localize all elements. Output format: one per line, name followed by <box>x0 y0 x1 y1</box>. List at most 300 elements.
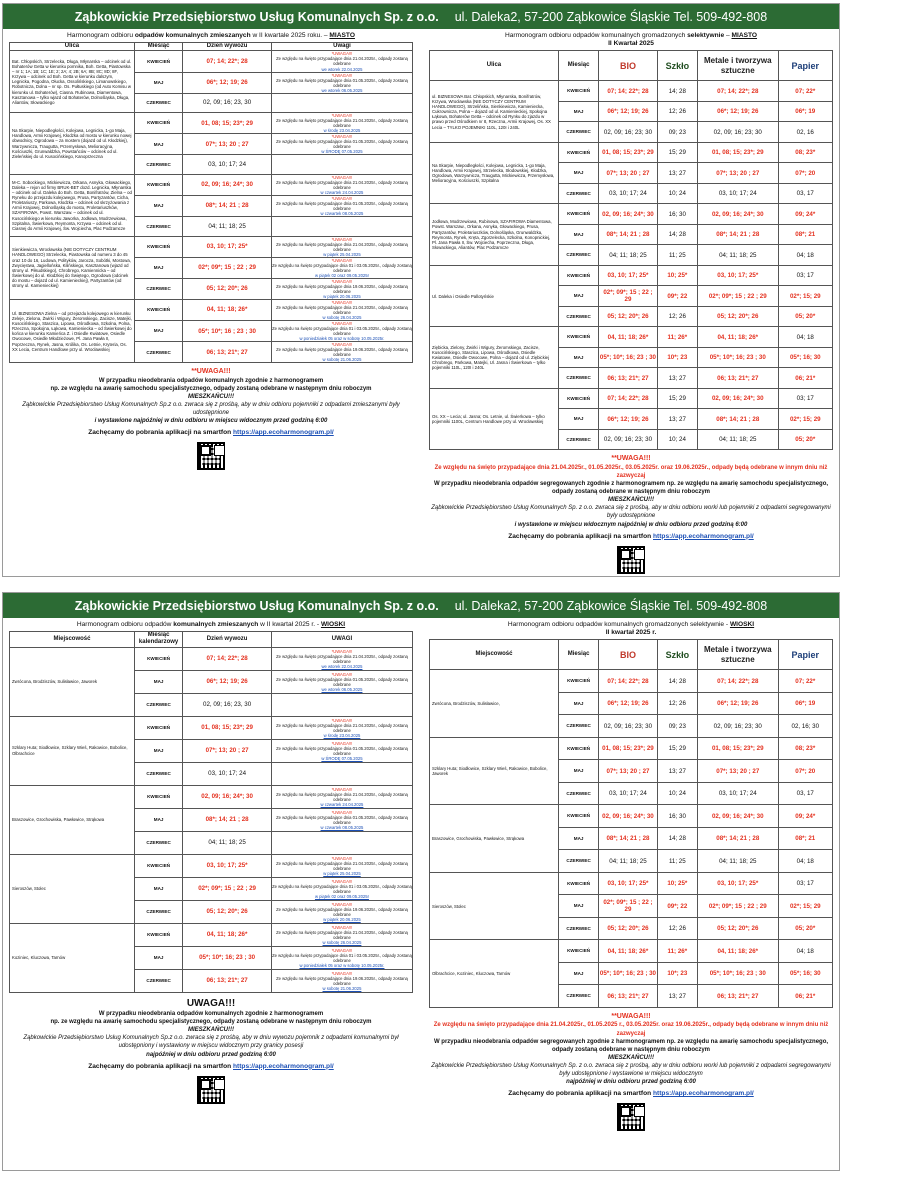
days-cell-mt: 04; 11; 18; 25 <box>697 245 778 266</box>
note-warning: *UWAGA!!! <box>331 300 353 306</box>
days-cell-p: 02*; 15; 29 <box>778 286 832 307</box>
panel-title <box>429 621 833 637</box>
note-cell <box>271 693 412 716</box>
days-cell-mt: 02*; 09*; 15 ; 22 ; 29 <box>697 286 778 307</box>
app-link[interactable]: https://app.ecoharmonogram.pl/ <box>653 1090 754 1098</box>
days-cell-g: 10; 24 <box>657 183 697 204</box>
note-body: Ze względu na święto przypadające <box>272 952 339 958</box>
street-list: Zwrócona, Brodziszów, Sulisławice, Jaworek <box>10 647 135 716</box>
days-cell-p: 02, 16; 30 <box>778 715 832 738</box>
days-cell-g: 11; 25 <box>657 850 697 873</box>
days-cell: 03, 10; 17; 25* <box>183 236 272 257</box>
table-row <box>10 647 413 670</box>
note-date: dnia 01 i 03.05.2025r., <box>339 326 382 332</box>
days-cell-g: 12; 26 <box>657 306 697 327</box>
note-text <box>272 976 412 986</box>
notice-line: Ze względu na święto przypadające dnia 21.04.2025r., 01.05.2025r., 03.05.2025r. oraz 19.06.2025r., odpady będą odebrane w innym dniu niż zazwyczaj <box>434 464 828 479</box>
month-cell: KWIECIEŃ <box>558 204 598 225</box>
days-cell-g: 16; 30 <box>657 204 697 225</box>
column-header-street: Ulica <box>430 51 559 81</box>
days-cell: 06; 13; 21*; 27 <box>183 969 272 992</box>
days-cell: 02*; 09*; 15 ; 22 ; 29 <box>183 257 272 278</box>
days-cell-mt: 07; 14; 22*; 28 <box>697 81 778 102</box>
days-cell-mt: 02, 09; 16; 24*; 30 <box>697 204 778 225</box>
company-banner <box>3 593 839 618</box>
street-list: Olbrachcice, Koziniec, Kluczowa, Tarnów <box>430 940 559 1008</box>
street-list: M-C. Sobockiego, Mickiewicza, Orkana, Asnyka, Głowackiego, Daleka – rejon od firmy BRUK-BET dozd. Legnicka, Młynarska – odcinek od ul. Daleka do Boh. Getta, Bonifratrów, Zielna – od Ryneku do przejazdu kolejowego, Prusa, Partyzantów, Cicha, Proletariuszy, Parkowa, Kłodzka – odcinek od skrzyżowania z Armii Krajowej, Dolnośląską do mostu, Proletariuszków, SZAFIROWA, Powst. Warszaw. – odcinek od ul. Kusocińskiego w kierunku Jaworka, Jodłowa, Modrzewiowa, Szpitalna, Świerkowa, Reymonta, Krzywa – odcinek od ul. Ciasnej do Armii Krajowej, Św. Wojciecha, Plac Podzamcze <box>10 174 135 236</box>
note-cell <box>271 969 412 992</box>
app-link[interactable]: https://app.ecoharmonogram.pl/ <box>233 1062 334 1070</box>
qr-code-icon[interactable] <box>197 442 225 470</box>
note-date: dnia 01.05.2025r., <box>343 676 378 682</box>
company-address: ul. Daleka2, 57-200 Ząbkowice Śląskie Tel. 509-492-808 <box>454 9 768 24</box>
days-cell-mt: 01, 08; 15; 23*; 29 <box>697 142 778 163</box>
title-quarter: II Kwartał 2025 <box>608 40 654 48</box>
street-list: Jodłowa, Modrzewiowa, Rubinowa, SZAFIROWA Diamentowa, Powst. Warszaw., Orkana, Asnyka, Głowackiego, Prusa, Partyzantów, Proletariuszków, Dolnośląska, Grunwaldzka, Reymonta, Rynek, Kręta, Zgorzelecka, Szkolna, Konopnickiej, Pl. Jana Pawła II, Św. Wojciecha, Poprzeczna, Długa, Słowackiego, Aliantów, Plac Podzamcze <box>430 204 559 266</box>
note-body: Ze względu na święto przypadające <box>276 906 343 912</box>
note-cell <box>271 155 412 175</box>
note-text <box>272 746 412 756</box>
days-cell-b: 03, 10; 17; 24 <box>599 782 657 805</box>
days-cell-p: 03; 17 <box>778 388 832 409</box>
table-row <box>10 854 413 877</box>
days-cell-g: 12; 26 <box>657 692 697 715</box>
request-text: Ząbkowickie Przedsiębiorstwo Usług Komunalnych Sp.z o.o. zwraca się z prośbą, aby w dniu odbioru pojemniki z odpadami zmieszanymi były udostępnione <box>22 402 400 417</box>
footer-notice <box>429 1012 833 1131</box>
street-list: Sieroszów, Stolec <box>430 872 559 940</box>
note-warning: *UWAGA!!! <box>331 257 353 263</box>
month-cell: CZERWIEC <box>134 278 182 299</box>
month-cell: KWIECIEŃ <box>558 737 598 760</box>
days-cell-p: 08*; 21 <box>778 224 832 245</box>
note-text <box>272 263 412 273</box>
note-body: Ze względu na święto przypadające <box>276 305 343 311</box>
note-warning: *UWAGA!!! <box>331 740 353 746</box>
days-cell-p: 04; 18 <box>778 245 832 266</box>
days-cell-g: 09; 23 <box>657 715 697 738</box>
panel-title <box>429 32 833 48</box>
note-date: dnia 01.05.2025r., <box>343 139 378 145</box>
note-date: dnia 01 i 03.05.2025r., <box>339 952 382 958</box>
table-row <box>430 327 833 348</box>
title-prefix: Harmonogram odbioru odpadów <box>76 621 174 628</box>
note-warning: *UWAGA!!! <box>331 924 353 930</box>
note-body: Ze względu na święto przypadające <box>276 77 343 83</box>
days-cell-mt: 06*; 12; 19; 26 <box>697 101 778 122</box>
note-body: Ze względu na święto przypadające <box>276 347 343 353</box>
panel-city-mixed <box>9 29 413 574</box>
month-cell: KWIECIEŃ <box>134 236 182 257</box>
note-new-date: w czwartek 08.05.2025 <box>320 824 364 830</box>
month-cell: CZERWIEC <box>134 831 182 854</box>
month-cell: CZERWIEC <box>558 715 598 738</box>
note-cell <box>271 134 412 155</box>
note-date: dnia 21.04.2025r., <box>343 722 378 728</box>
note-new-date: w piątek 02 oraz 09.05.2025r <box>314 272 369 278</box>
column-header-month: Miesiąc <box>134 43 182 51</box>
title-area: MIASTO <box>329 32 355 39</box>
note-warning: *UWAGA!!! <box>331 970 353 976</box>
days-cell-g: 10; 25* <box>657 265 697 286</box>
table-row <box>10 51 413 72</box>
note-new-date: w czwartek 08.05.2025 <box>320 211 364 217</box>
street-list: Sienkiewicza, Wrocławska (NIE DOTYCZY CENTRUM HANDLOWEGO) Strzelecka, Piastowska od numeru 3 do 45 oraz 10 do 16, Ludowa, Polityków, Jarocza, Sobótki, Mostowa, Zwycięstwa, Jagiellońska, Kilińskiego, Kasztanowa (wjazd od strony ul. Piłsudskiego), Chrobrego, Kamiennicka – od Świerkowej do ul. Kłodzkiej do Świętego, Ogrodowa (odcinek do mostu – dojazd od ul. Kamienieckiej), Partyzantów (od strony ul. Kamienieckiej) <box>10 236 135 299</box>
warning-heading: **UWAGA!!! <box>611 1012 651 1020</box>
days-cell-p: 02*; 15; 29 <box>778 409 832 430</box>
days-cell-p: 08; 23* <box>778 737 832 760</box>
days-cell-b: 07*; 13; 20 ; 27 <box>599 760 657 783</box>
note-warning: *UWAGA!!! <box>331 901 353 907</box>
days-cell-b: 06*; 12; 19; 26 <box>599 409 657 430</box>
street-list: Koziniec, Kluczowa, Tarnów <box>10 923 135 992</box>
days-cell-mt: 01, 08; 15; 23*; 29 <box>697 737 778 760</box>
days-cell-p: 02, 16 <box>778 122 832 143</box>
table-row <box>430 388 833 409</box>
column-header-street: Ulica <box>10 43 135 51</box>
street-list: Na Skarpie, Niepodległości, Kolejowa, Legnicka, 1-go Maja, Handlowa, Armii Krajowej, Kłodzka od mostu w kierunku nowej obwodnicy, Ogrodowa – za mostem (dojazd od ul. Kłodzkiej), Warzywnicza, Traugutta, Przemysłowa, Melioracyjna, Kościuszki, Grunwaldzka, Powstańców – odcinek od ul. Zieleńskiej do ul. Kusocińskiego, Kanoprzeczna <box>10 113 135 175</box>
note-cell <box>271 278 412 299</box>
app-promo <box>9 1063 413 1072</box>
note-text <box>272 792 412 802</box>
street-list: Na Skarpie, Niepodległości, Kolejowa, Legnicka, 1-go Maja, Handlowa, Armii Krajowej, Strzelecka, Słodowskiej, Kłodzka, Ogrodowa, Warzywnicza, Traugutta, Mickiewicza, Przemysłowa, Melioracyjna, Kościuszki, Szpitalna <box>430 142 559 204</box>
month-cell: CZERWIEC <box>134 155 182 175</box>
note-tail: odpady zostaną odebrane <box>333 676 408 687</box>
month-cell: KWIECIEŃ <box>134 716 182 739</box>
days-cell-g: 15; 29 <box>657 142 697 163</box>
note-tail: odpady zostaną odebrane <box>333 975 408 986</box>
footer-notice <box>429 454 833 573</box>
month-cell: CZERWIEC <box>558 306 598 327</box>
note-new-date: w środę 23.04.2025 <box>323 128 361 134</box>
schedule-table <box>9 42 413 363</box>
deadline-text: i wystawione najpóźniej w dniu odbioru w miejscu widocznym przed godziną 6:00 <box>94 418 328 425</box>
days-cell-p: 04; 18 <box>778 850 832 873</box>
month-cell: CZERWIEC <box>134 693 182 716</box>
note-date: dnia 01 i 03.05.2025r., <box>339 883 382 889</box>
days-cell-mt: 05; 12; 20*; 26 <box>697 306 778 327</box>
note-date: dnia 01 i 03.05.2025r., <box>339 262 382 268</box>
column-header-street: Miejscowość <box>10 632 135 647</box>
note-new-date: we wtorek 22.04.2025 <box>321 663 363 669</box>
note-warning: *UWAGA!!! <box>331 236 353 242</box>
days-cell-b: 02, 09; 16; 23; 30 <box>599 122 657 143</box>
table-row <box>430 265 833 286</box>
panel-title <box>9 32 413 40</box>
footer-notice <box>9 367 413 470</box>
notice-line: Ze względu na święto przypadające dnia 21.04.2025r., 01.05.2025 r., 03.05.2025r. oraz 19.06.2025r., odpady będą odebrane w innym dniu niż zazwyczaj <box>433 1022 829 1037</box>
column-header-glass: Szkło <box>657 640 697 670</box>
days-cell-g: 13; 27 <box>657 409 697 430</box>
column-header-days: Dzień wywozu <box>183 43 272 51</box>
month-cell: MAJ <box>134 670 182 693</box>
note-new-date: w piątek 25.04.2025 <box>323 870 361 876</box>
note-cell <box>271 217 412 237</box>
days-cell: 05; 12; 20*; 26 <box>183 900 272 923</box>
month-cell: MAJ <box>558 286 598 307</box>
note-cell <box>271 946 412 969</box>
table-row <box>10 113 413 134</box>
days-cell-b: 07*; 13; 20 ; 27 <box>599 163 657 184</box>
title-prefix: Harmonogram odbioru odpadów komunalnych gromadzonych <box>504 32 688 39</box>
month-cell: CZERWIEC <box>134 969 182 992</box>
street-list: ul. BIZNESOWA Bat. Chłopskich, Młynarska, Bonifratrów, Krzywa, Wrocławska (NIE DOTYCZY CENTRUM HANDLOWEGO), Strzelińska, Sienkiewicza, Kamieniecka, Cukrownicza, Polna – dojazd od ul. Kamienieckiej, Spokojna Łąkowa, Bohaterów Getta – odcinek od Rynku do zjazdu w prawo przed Ośrodkiem nr 8, Rzeczna, Armii Krajowej, Os. XX Lecia – TYLKO POJEMNIKI 110L, 120I i 240L <box>430 81 559 143</box>
days-cell-mt: 02, 09; 16; 24*; 30 <box>697 388 778 409</box>
title-suffix: – <box>724 32 732 39</box>
company-name: Ząbkowickie Przedsiębiorstwo Usług Komunalnych Sp. z o.o. <box>74 598 439 613</box>
street-list: Braszowice, Grochowiska, Pawłowice, Strąkowa <box>10 785 135 854</box>
table-row <box>430 737 833 760</box>
street-list: Bat. Chłopskich, Strzelecka, Długa, Młynarska – odcinek od ul. Bohaterów Getta w kierunku pomnika, Boh. Getta, Piastowska – nr 1; 1A; 1B; 1C; 1E; 2; 2A; 4; 2B; 6A; 8B; 8C; 8D; 8F, Krzywa – odcinek od Boh. Getta w kierunku dalszym, Legnicka, Pogodna, Ołucka, Ossolińskiego, Limanowskiego, Robotnicza, Dolna – nr sp. Os. Pułtuskiego (od Auto Komisu w kierunku ul. Bohaterów), Ciasna. Rubinowa, Diamentowa, Kasztanowa – tylko wjazd od Bohaterów, Dolnośląska, Długa, Aliantów, Słowackiego <box>10 51 135 113</box>
note-date: dnia 21.04.2025r., <box>343 929 378 935</box>
days-cell-g: 14; 28 <box>657 827 697 850</box>
note-cell <box>271 196 412 217</box>
warning-heading: **UWAGA!!! <box>611 455 651 463</box>
month-cell: MAJ <box>134 877 182 900</box>
note-cell <box>271 321 412 342</box>
column-header-bio: BIO <box>599 51 657 81</box>
month-cell: KWIECIEŃ <box>558 142 598 163</box>
note-warning: *UWAGA!!! <box>331 134 353 140</box>
warning-heading: UWAGA!!! <box>186 997 236 1009</box>
days-cell-b: 04, 11; 18; 26* <box>599 327 657 348</box>
month-cell: KWIECIEŃ <box>134 300 182 321</box>
column-header-month: Miesiąc <box>558 640 598 670</box>
month-cell: MAJ <box>134 739 182 762</box>
days-cell-g: 14; 28 <box>657 81 697 102</box>
note-body: Ze względu na święto przypadające <box>276 118 343 124</box>
days-cell-b: 05; 12; 20*; 26 <box>599 306 657 327</box>
note-tail: odpady zostaną odebrane <box>333 906 408 917</box>
days-cell-mt: 02, 09; 16; 23; 30 <box>697 715 778 738</box>
note-tail: odpady zostaną odebrane <box>333 653 408 664</box>
month-cell: MAJ <box>558 101 598 122</box>
note-date: dnia 19.06.2025r., <box>343 347 378 353</box>
month-cell: CZERWIEC <box>134 762 182 785</box>
days-cell: 02, 09; 16; 23, 30 <box>183 93 272 113</box>
days-cell-b: 01, 08; 15; 23*; 29 <box>599 142 657 163</box>
note-body: Ze względu na święto przypadające <box>276 722 343 728</box>
month-cell: KWIECIEŃ <box>558 81 598 102</box>
column-header-month: Miesiąc kalendarzowy <box>134 632 182 647</box>
qr-code-icon[interactable] <box>617 546 645 574</box>
note-text <box>272 305 412 315</box>
days-cell-b: 05*; 10*; 16; 23 ; 30 <box>599 347 657 368</box>
month-cell: MAJ <box>558 692 598 715</box>
month-cell: KWIECIEŃ <box>558 940 598 963</box>
note-new-date: w poniedziałek 05 oraz w sobotę 10.05.2025r. <box>299 336 385 342</box>
street-list: Braszowice, Grochowiska, Pawłowice, Strąkowa <box>430 805 559 873</box>
note-cell <box>271 808 412 831</box>
title-bold: selektywnie <box>687 32 725 39</box>
days-cell-g: 10; 24 <box>657 429 697 450</box>
days-cell: 06*; 12; 19; 26 <box>183 670 272 693</box>
schedule-table <box>429 50 833 450</box>
deadline-text: najpóźniej w dniu odbioru przed godziną 6:00 <box>566 1079 696 1086</box>
app-promo <box>429 1090 833 1099</box>
sheet-villages <box>2 592 840 1171</box>
app-link[interactable]: https://app.ecoharmonogram.pl/ <box>233 429 334 437</box>
note-new-date: w piątek 20.06.2025 <box>323 916 361 922</box>
month-cell: CZERWIEC <box>558 368 598 389</box>
days-cell-g: 13; 27 <box>657 163 697 184</box>
days-cell-mt: 07*; 13; 20 ; 27 <box>697 163 778 184</box>
month-cell: CZERWIEC <box>558 245 598 266</box>
note-new-date: we wtorek 06.05.2025 <box>321 87 363 93</box>
column-header-metal: Metale i tworzywa sztuczne <box>697 51 778 81</box>
note-new-date: w poniedziałek 05 oraz w sobotę 10.05.2025r. <box>299 962 385 968</box>
note-cell <box>271 762 412 785</box>
month-cell: MAJ <box>134 134 182 155</box>
column-header-month: Miesiąc <box>558 51 598 81</box>
note-tail: odpady zostaną odebrane <box>333 722 408 733</box>
days-cell-b: 02*; 09*; 15 ; 22 ; 29 <box>599 286 657 307</box>
days-cell-mt: 04; 11; 18; 25 <box>697 850 778 873</box>
days-cell-p: 07*; 20 <box>778 760 832 783</box>
days-cell-b: 04, 11; 18; 26* <box>599 940 657 963</box>
note-cell <box>271 342 412 363</box>
days-cell-mt: 04, 11; 18; 26* <box>697 327 778 348</box>
table-row <box>430 81 833 102</box>
days-cell-mt: 05*; 10*; 16; 23 ; 30 <box>697 347 778 368</box>
note-date: dnia 19.06.2025r., <box>343 975 378 981</box>
days-cell-b: 07; 14; 22*; 28 <box>599 388 657 409</box>
month-cell: CZERWIEC <box>558 917 598 940</box>
days-cell-g: 10; 24 <box>657 782 697 805</box>
month-cell: MAJ <box>558 827 598 850</box>
note-cell <box>271 51 412 72</box>
title-suffix: w II kwartał 2025 r. - <box>258 621 321 628</box>
note-date: dnia 21.04.2025r., <box>343 791 378 797</box>
note-tail: odpady zostaną odebrane <box>333 952 412 963</box>
days-cell-b: 07; 14; 22*; 28 <box>599 81 657 102</box>
note-new-date: w sobotę 21.06.2025 <box>322 357 362 363</box>
note-cell <box>271 923 412 946</box>
days-cell-p: 05; 20* <box>778 429 832 450</box>
note-text <box>272 907 412 917</box>
note-new-date: we wtorek 06.05.2025 <box>321 686 363 692</box>
month-cell: MAJ <box>134 321 182 342</box>
company-banner <box>3 4 839 29</box>
days-cell: 07; 14; 22*; 28 <box>183 647 272 670</box>
days-cell-g: 09*; 22 <box>657 895 697 918</box>
residents-heading: MIESZKAŃCU!!! <box>188 1027 234 1034</box>
notice-line: W przypadku nieodebrania odpadów komunalnych zgodnie z harmonogramem <box>98 1011 324 1018</box>
days-cell-b: 08*; 14; 21 ; 28 <box>599 224 657 245</box>
note-date: dnia 01.05.2025r., <box>343 201 378 207</box>
days-cell-mt: 04, 11; 18; 26* <box>697 940 778 963</box>
note-body: Ze względu na święto przypadające <box>276 791 343 797</box>
days-cell-mt: 03, 10; 17; 25* <box>697 872 778 895</box>
residents-heading: MIESZKAŃCU!!! <box>188 394 234 401</box>
note-body: Ze względu na święto przypadające <box>276 860 343 866</box>
column-header-paper: Papier <box>778 640 832 670</box>
days-cell: 07; 14; 22*; 28 <box>183 51 272 72</box>
note-new-date: w sobotę 26.04.2025 <box>322 939 362 945</box>
note-text <box>272 815 412 825</box>
app-promo <box>429 533 833 542</box>
note-date: dnia 21.04.2025r., <box>343 653 378 659</box>
days-cell-g: 09; 23 <box>657 122 697 143</box>
request-text: Ząbkowickie Przedsiębiorstwo Usług Komunalnych Sp. z o.o. zwraca się z prośbą, aby w dniu odbioru worki lub pojemniki z odpadami segregowanymi były udostępnione <box>431 505 831 520</box>
month-cell: KWIECIEŃ <box>134 854 182 877</box>
days-cell: 04; 11; 18; 25 <box>183 831 272 854</box>
qr-code-icon[interactable] <box>617 1103 645 1131</box>
month-cell: MAJ <box>558 163 598 184</box>
month-cell: CZERWIEC <box>558 985 598 1008</box>
month-cell: MAJ <box>134 257 182 278</box>
title-bold: odpadów komunalnych zmieszanych <box>134 32 251 39</box>
days-cell-mt: 02, 09; 16; 24*; 30 <box>697 805 778 828</box>
app-link[interactable]: https://app.ecoharmonogram.pl/ <box>653 532 754 540</box>
note-warning: *UWAGA!!! <box>331 278 353 284</box>
table-row <box>430 142 833 163</box>
panel-title <box>9 621 413 629</box>
month-cell: CZERWIEC <box>134 217 182 237</box>
note-warning: *UWAGA!!! <box>331 113 353 119</box>
note-cell <box>271 647 412 670</box>
days-cell-p: 06; 21* <box>778 985 832 1008</box>
title-prefix: Harmonogram odbioru <box>67 32 135 39</box>
note-warning: *UWAGA!!! <box>331 671 353 677</box>
note-tail: odpady zostaną odebrane <box>333 860 408 871</box>
qr-code-icon[interactable] <box>197 1076 225 1104</box>
street-list: Os. XX – Lecia; ul. Jasna; Os. Letnie, ul. Świerkowa – tylko pojemniki 1100L, Centrum Handlowe przy ul. Wrocławskiej <box>430 388 559 450</box>
days-cell-mt: 07*; 13; 20 ; 27 <box>697 760 778 783</box>
days-cell-p: 05; 20* <box>778 306 832 327</box>
note-warning: *UWAGA!!! <box>331 51 353 57</box>
note-warning: *UWAGA!!! <box>331 809 353 815</box>
days-cell-mt: 02*; 09*; 15 ; 22 ; 29 <box>697 895 778 918</box>
footer-notice <box>9 997 413 1104</box>
table-row <box>10 923 413 946</box>
note-date: dnia 21.04.2025r., <box>343 179 378 185</box>
days-cell-p: 04; 18 <box>778 940 832 963</box>
table-row <box>10 785 413 808</box>
column-header-days: Dzień wywozu <box>183 632 272 647</box>
note-body: Ze względu na święto przypadające <box>276 201 343 207</box>
days-cell: 03, 10; 17; 24 <box>183 762 272 785</box>
residents-heading: MIESZKAŃCU!!! <box>608 1054 654 1061</box>
note-text <box>272 78 412 88</box>
days-cell: 08*; 14; 21 ; 28 <box>183 196 272 217</box>
app-text: Zachęcamy do pobrania aplikacji na smartfon <box>508 1090 652 1098</box>
days-cell-b: 05; 12; 20*; 26 <box>599 917 657 940</box>
month-cell: KWIECIEŃ <box>134 647 182 670</box>
column-header-metal: Metale i tworzywa sztuczne <box>697 640 778 670</box>
days-cell-g: 15; 29 <box>657 388 697 409</box>
street-list: Ul. BIZNESOWA Zielna – od przejazdu kolejowego w kierunku Zeleje, Zielona, Żwirki i Wigury, Żeromskiego, Zacisze, Matejki, Kusocińskiego, Staszica, Lipowa, Ośrodkowa, Szkolna, Polna, Rzeczna, Spokojna, Łąkowa, Kamieniecka – od Świerkowej do końca w kierunku Kamieńca Z. i Osiedle Kwiatowe, Osiedle Owocowe, Osiedle Młodzieżowe, Pl. Jana Pawła II, Poprzeczna, Rynek, Jasna, Królika, Os. Letnie, Kryteria, Os. XX Lecia, Centrum Handlowe przy ul. Wrocławskiej <box>10 300 135 363</box>
note-new-date: w sobotę 26.04.2025 <box>322 315 362 321</box>
note-text <box>272 139 412 149</box>
note-cell <box>271 236 412 257</box>
title-area: MIASTO <box>731 32 758 39</box>
notice-line: W przypadku nieodebrania odpadów segregowanych zgodnie z harmonogramem np. ze względu na awarię samochodu specjalistycznego, odpady zostaną odebrane w następnym dniu roboczym <box>433 1038 829 1053</box>
note-cell <box>271 739 412 762</box>
days-cell-mt: 06; 13; 21*; 27 <box>697 368 778 389</box>
days-cell-b: 02, 09; 16; 23; 30 <box>599 715 657 738</box>
note-tail: odpady zostaną odebrane <box>333 347 408 358</box>
note-tail: odpady zostaną odebrane <box>333 745 408 756</box>
days-cell: 01, 08; 15; 23*; 29 <box>183 113 272 134</box>
days-cell-b: 08*; 14; 21 ; 28 <box>599 827 657 850</box>
days-cell-p: 06*; 19 <box>778 692 832 715</box>
note-date: dnia 21.04.2025r., <box>343 860 378 866</box>
note-body: Ze względu na święto przypadające <box>276 283 343 289</box>
days-cell-b: 02*; 09*; 15 ; 22 ; 29 <box>599 895 657 918</box>
note-date: dnia 21.04.2025r., <box>343 118 378 124</box>
days-cell: 07*; 13; 20 ; 27 <box>183 739 272 762</box>
note-body: Ze względu na święto przypadające <box>276 745 343 751</box>
